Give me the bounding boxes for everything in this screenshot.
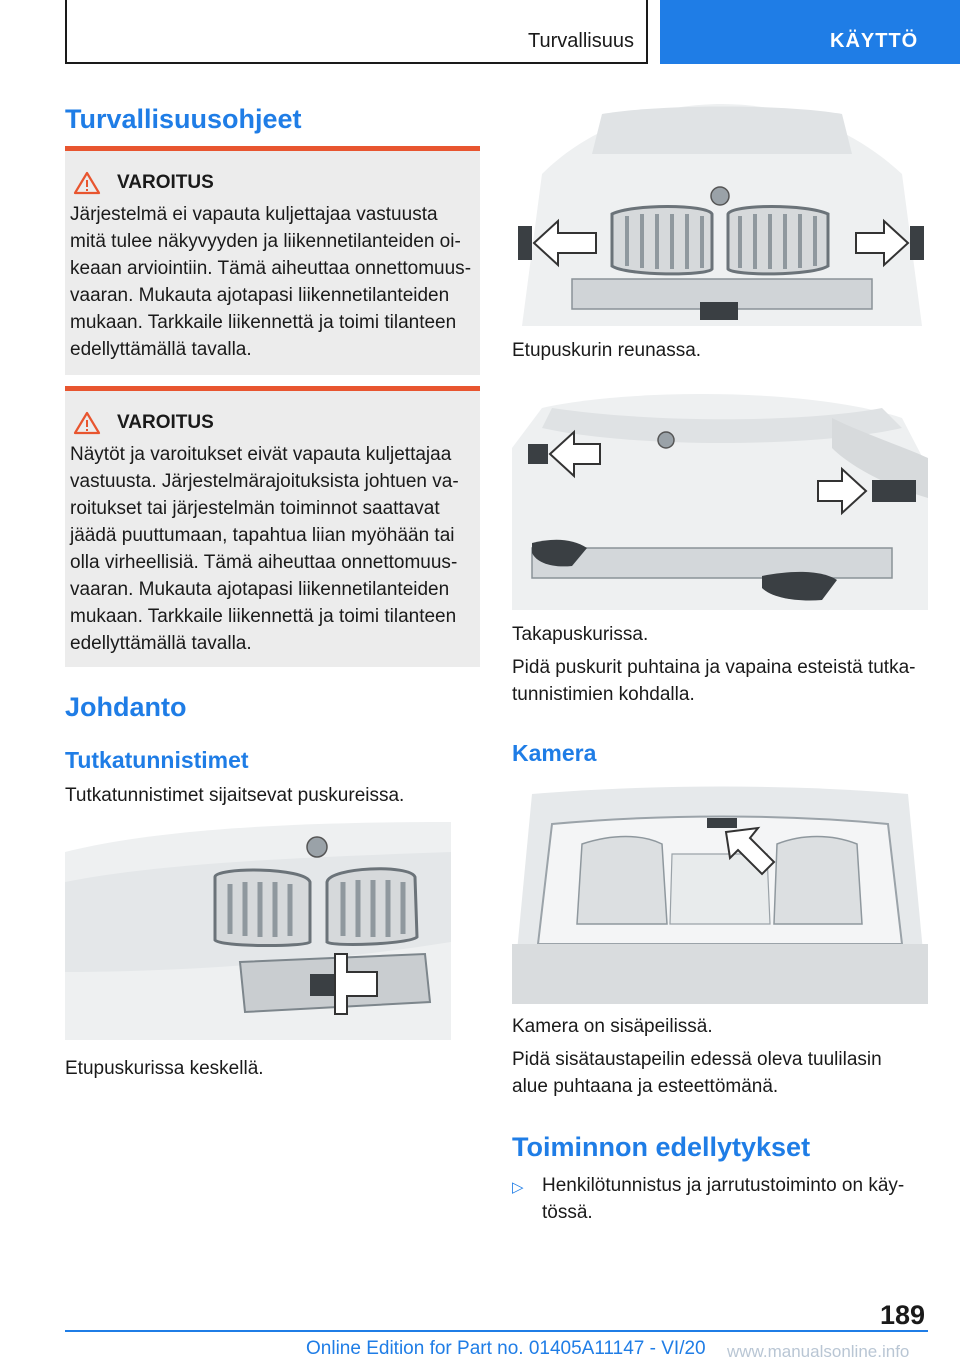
subsection-title-camera: Kamera — [512, 740, 597, 766]
camera-paragraph: Pidä sisätaustapeilin edessä oleva tuulilasin alue puhtaana ja esteettömänä. — [512, 1049, 882, 1097]
header-section-box — [65, 0, 648, 64]
warning-header — [73, 171, 214, 195]
page-title: Turvallisuusohjeet — [65, 104, 302, 134]
list-item-text: Henkilötunnistus ja jarrutustoiminto on käytössä. — [542, 1175, 905, 1223]
warning-title: VAROITUS — [117, 412, 214, 433]
footer-edition: Online Edition for Part no. 01405A11147 - VI/20 — [306, 1338, 706, 1359]
rear-paragraph: Pidä puskurit puhtaina ja vapaina esteistä tutkatunnistimien kohdalla. — [512, 657, 916, 705]
figure-caption: Takapuskurissa. — [512, 624, 649, 645]
header-section-title: Turvallisuus — [528, 30, 634, 52]
radar-paragraph: Tutkatunnistimet sijaitsevat puskureissa. — [65, 785, 405, 806]
bullet-triangle-icon: ▷ — [512, 1179, 524, 1196]
figure-caption: Etupuskurissa keskellä. — [65, 1058, 264, 1079]
warning-box-1 — [65, 146, 480, 375]
warning-header — [73, 411, 214, 435]
page-number: 189 — [880, 1300, 926, 1330]
header-chapter-title: KÄYTTÖ — [830, 30, 919, 52]
figure-caption: Etupuskurin reunassa. — [512, 340, 702, 361]
warning-triangle-icon — [73, 171, 101, 195]
footer-divider — [65, 1330, 928, 1332]
figure-camera — [512, 784, 928, 1004]
figure-rear-bumper — [512, 388, 928, 610]
section-title-requirements: Toiminnon edellytykset — [512, 1132, 811, 1162]
footer-watermark: www.manualsonline.info — [727, 1342, 910, 1361]
warning-triangle-icon — [73, 411, 101, 435]
warning-text: Näytöt ja varoitukset eivät vapauta kuljettajaa vastuusta. Järjestelmärajoituksista johtuen varoitukset tai järjestelmän toiminnot saattavat jäädä puuttumaan, tapahtua liian myöhään tai olla virheellisiä. Tämä aiheuttaa onnettomuusvaaran. Mukauta ajotapasi liikennetilanteiden mukaan. Tarkkaile liikennettä ja toimi tilanteen edellyttämällä tavalla. — [70, 444, 459, 654]
figure-caption: Kamera on sisäpeilissä. — [512, 1016, 713, 1037]
warning-text: Järjestelmä ei vapauta kuljettajaa vastuusta mitä tulee näkyvyyden ja liikennetilanteiden oikeaan arviointiin. Tämä aiheuttaa onnettomuusvaaran. Mukauta ajotapasi liikennetilanteiden mukaan. Tarkkaile liikennettä ja toimi tilanteen edellyttämällä tavalla. — [70, 204, 472, 360]
subsection-title-radar: Tutkatunnistimet — [65, 747, 249, 773]
figure-front-bumper-center — [65, 822, 451, 1040]
warning-title: VAROITUS — [117, 172, 214, 193]
figure-front-bumper-edges — [512, 104, 928, 326]
section-title-intro: Johdanto — [65, 692, 187, 722]
warning-box-2 — [65, 386, 480, 667]
